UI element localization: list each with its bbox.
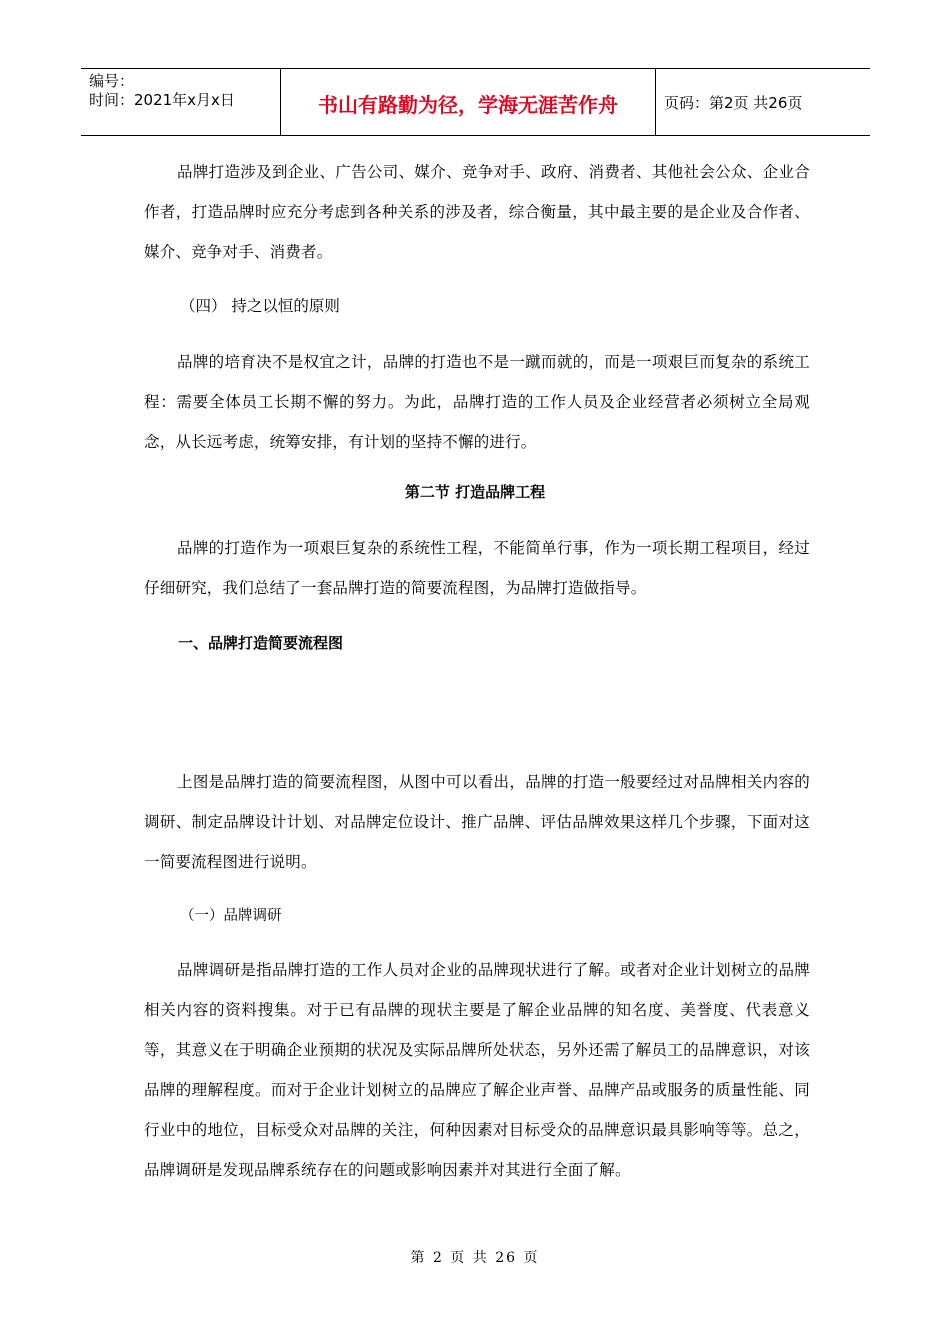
document-number-label: 编号： (89, 72, 135, 90)
section-title: 第二节 打造品牌工程 (404, 483, 546, 501)
heading-brand-research: （一）品牌调研 (180, 908, 282, 924)
paragraph-engineering-intro: 品牌的打造作为一项艰巨复杂的系统性工程，不能简单行事，作为一项长期工程项目，经过仔细研究，我们总结了一套品牌打造的简要流程图，为品牌打造做指导。 (144, 539, 810, 597)
header-page-info: 页码：第2页 共26页 (664, 93, 803, 112)
heading-flowchart: 一、品牌打造简要流程图 (178, 634, 344, 652)
page-footer: 第 2 页 共 26 页 (410, 1250, 540, 1266)
heading-principle-four: （四） 持之以恒的原则 (180, 297, 340, 315)
header-meta (81, 69, 281, 135)
paragraph-brand-research: 品牌调研是指品牌打造的工作人员对企业的品牌现状进行了解。或者对企业计划树立的品牌相关内容的资料搜集。对于已有品牌的现状主要是了解企业品牌的知名度、美誉度、代表意义等，其意义在于明确企业预期的状况及实际品牌所处状态，另外还需了解员工的品牌意识，对该品牌的理解程度。而对于企业计划树立的品牌应了解企业声誉、品牌产品或服务的质量性能、同行业中的地位，目标受众对品牌的关注，何种因素对目标受众的品牌意识最具影响等等。总之，品牌调研是发现品牌系统存在的问题或影响因素并对其进行全面了解。 (144, 961, 810, 1179)
page-header (81, 68, 870, 136)
paragraph-persistence: 品牌的培育决不是权宜之计，品牌的打造也不是一蹴而就的，而是一项艰巨而复杂的系统工程：需要全体员工长期不懈的努力。为此，品牌打造的工作人员及企业经营者必须树立全局观念，从长远考虑，统筹安排，有计划的坚持不懈的进行。 (144, 353, 810, 451)
document-date: 时间：2021年x月x日 (89, 91, 235, 109)
header-motto: 书山有路勤为径，学海无涯苦作舟 (281, 69, 656, 135)
paragraph-stakeholders: 品牌打造涉及到企业、广告公司、媒介、竞争对手、政府、消费者、其他社会公众、企业合作者，打造品牌时应充分考虑到各种关系的涉及者，综合衡量，其中最主要的是企业及合作者、媒介、竞争对手、消费者。 (144, 163, 810, 261)
paragraph-flowchart-explanation: 上图是品牌打造的简要流程图，从图中可以看出，品牌的打造一般要经过对品牌相关内容的调研、制定品牌设计计划、对品牌定位设计、推广品牌、评估品牌效果这样几个步骤，下面对这一简要流程图进行说明。 (144, 773, 810, 871)
